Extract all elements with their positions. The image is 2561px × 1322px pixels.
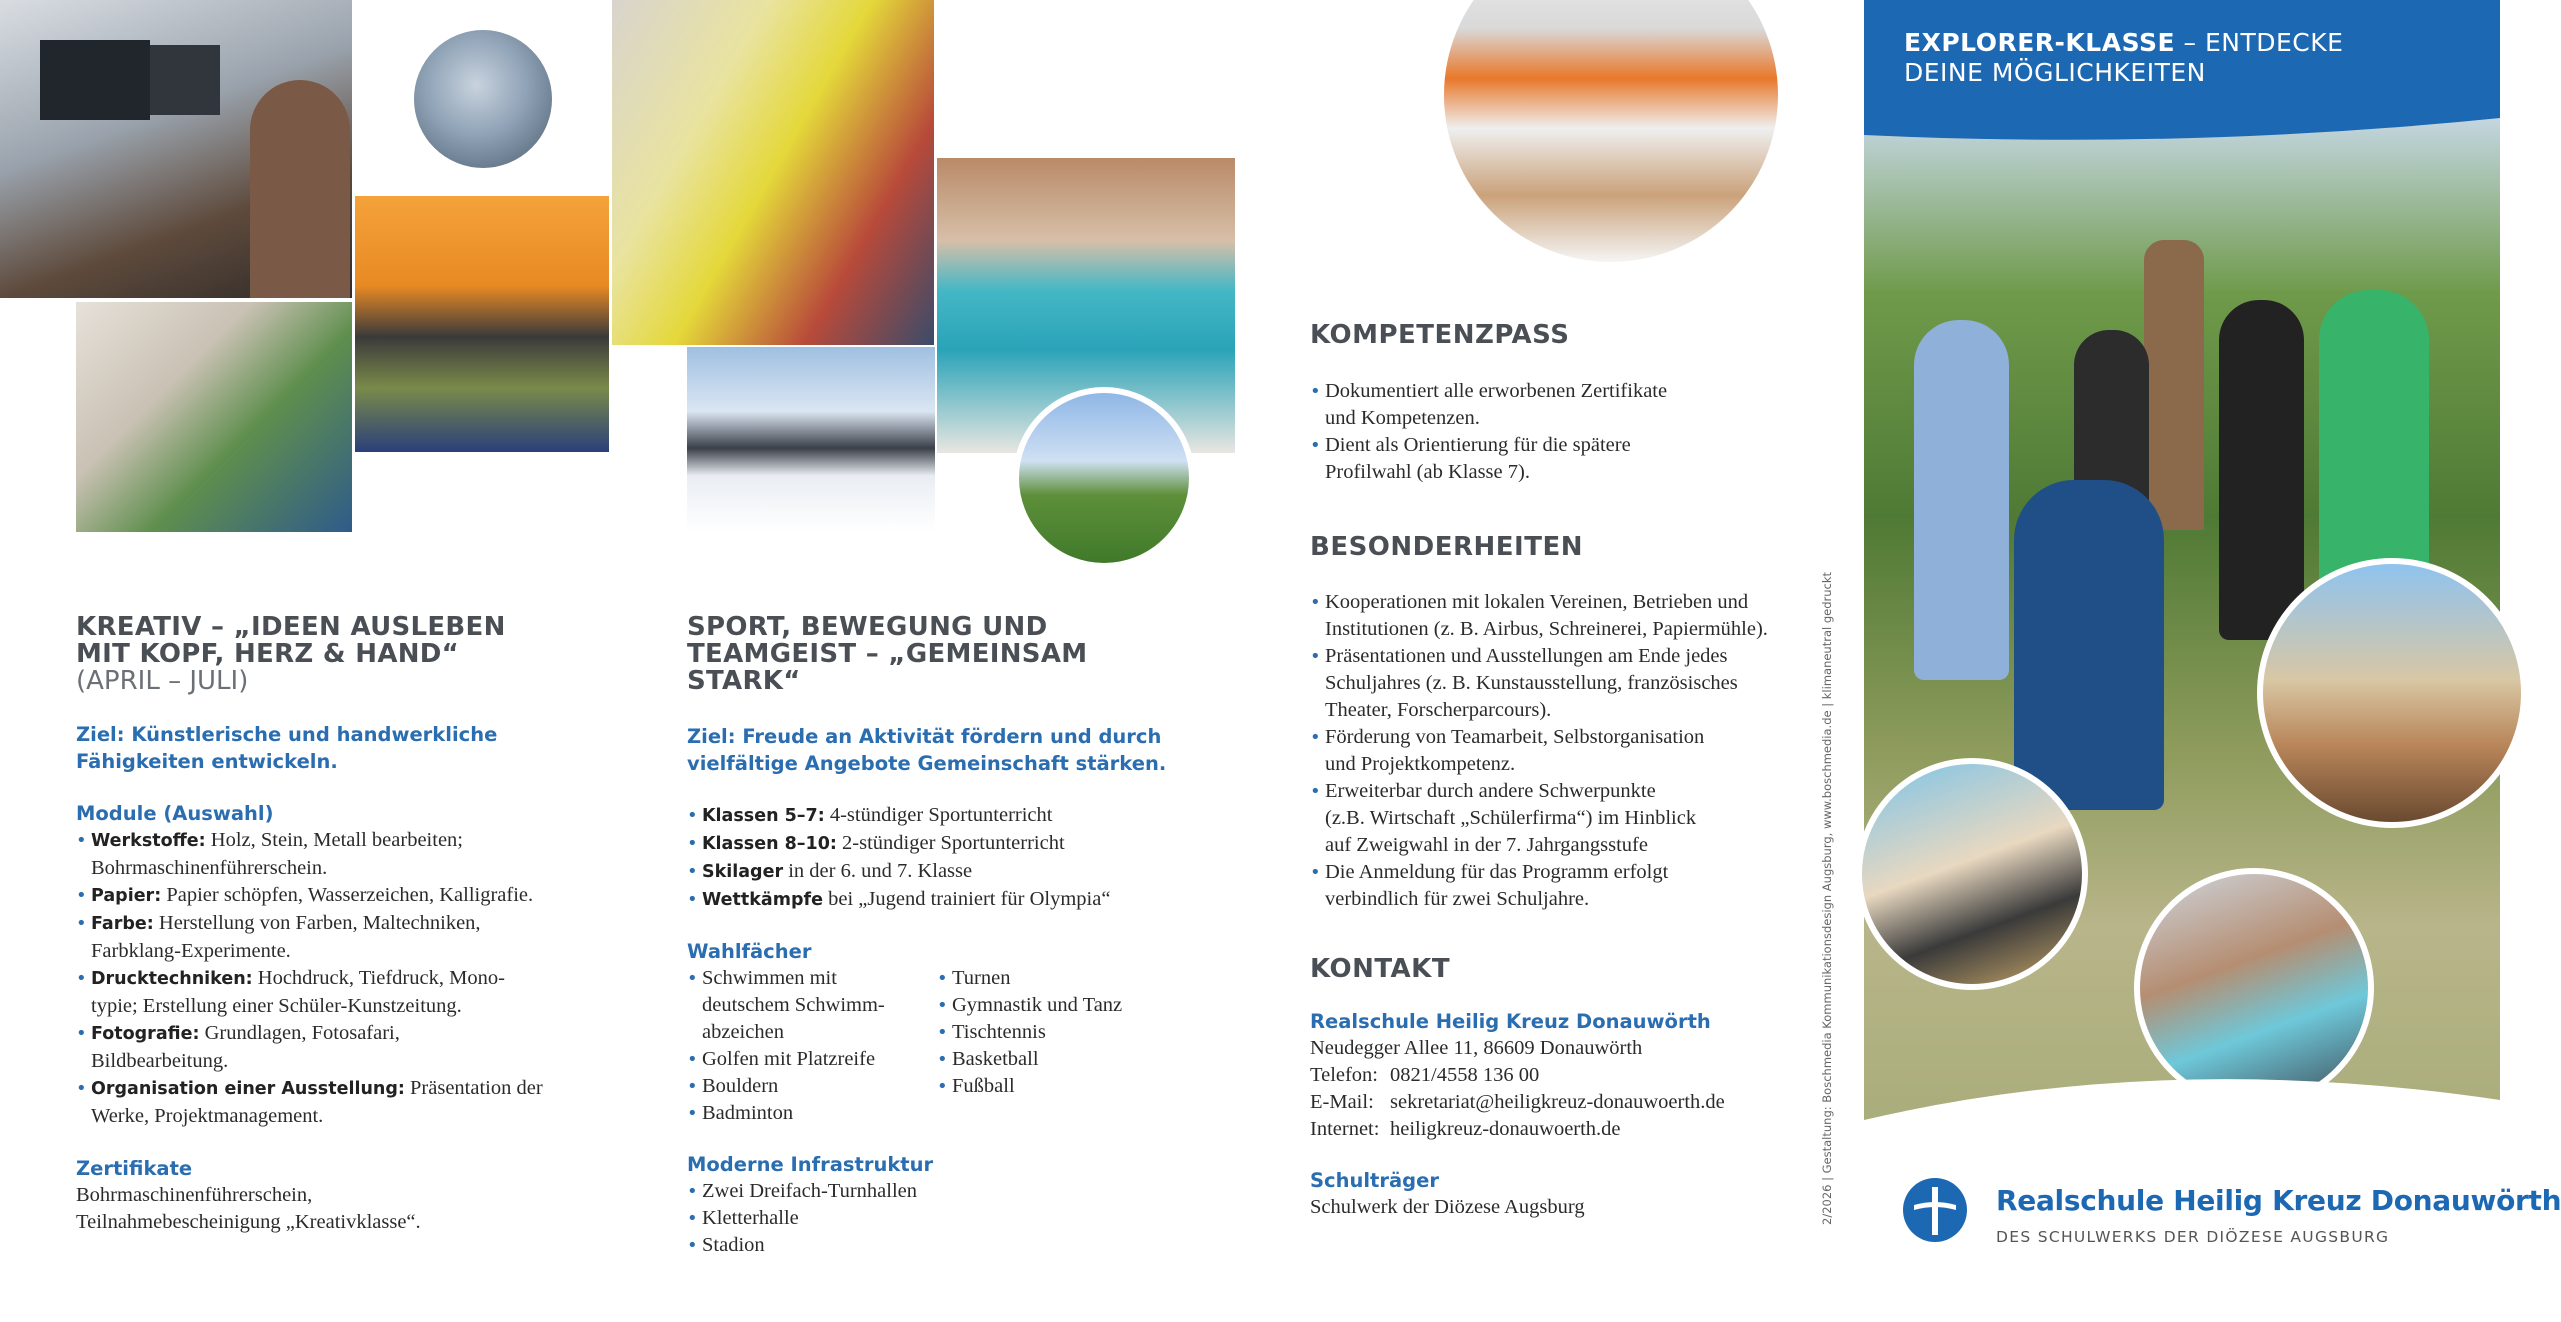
photo-school-interior-circle (1444, 0, 1778, 262)
kreativ-period: (APRIL – JULI) (76, 666, 249, 696)
logo-school-sub: DES SCHULWERKS DER DIÖZESE AUGSBURG (1996, 1228, 2390, 1246)
photo-ski-camp (687, 347, 935, 531)
sport-goal-line1: Ziel: Freude an Aktivität fördern und durch (687, 725, 1162, 748)
photo-classroom-circle (1856, 758, 2088, 990)
cover-title-rest: – ENTDECKE (2175, 28, 2344, 57)
imprint-text: 2/2026 | Gestaltung: Boschmedia Kommunikationsdesign Augsburg, www.boschmedia.de | klimaneutral gedruckt (1820, 571, 1834, 1225)
sport-title-line1: SPORT, BEWEGUNG UND (687, 612, 1048, 642)
list-item: • Gymnastik und Tanz (937, 992, 1122, 1019)
photo-woodwork (76, 302, 352, 532)
sport-electives-heading: Wahlfächer (687, 940, 812, 963)
school-address: Neudegger Allee 11, 86609 Donauwörth (1310, 1037, 1643, 1059)
kreativ-cert-line1: Bohrmaschinenführerschein, (76, 1184, 313, 1206)
list-item: • Förderung von Teamarbeit, Selbstorganisation und Projektkompetenz. (1310, 724, 1830, 778)
kreativ-modules-heading: Module (Auswahl) (76, 802, 274, 825)
kontakt-heading: KONTAKT (1310, 954, 1451, 984)
email-link[interactable]: sekretariat@heiligkreuz-donauwoerth.de (1390, 1091, 1725, 1113)
cover-title-line2: DEINE MÖGLICHKEITEN (1904, 58, 2206, 87)
list-item: • Bouldern (687, 1073, 937, 1100)
panel-sport (687, 614, 1207, 1259)
kreativ-modules-list (76, 827, 576, 1130)
panel-info (1310, 320, 1830, 1221)
internet-label: Internet: (1310, 1118, 1380, 1140)
list-item: • Dient als Orientierung für die spätere Profilwahl (ab Klasse 7). (1310, 432, 1830, 486)
list-item: • Dokumentiert alle erworbenen Zertifikate und Kompetenzen. (1310, 378, 1830, 432)
carrier-heading: Schulträger (1310, 1169, 1439, 1192)
list-item: • Tischtennis (937, 1019, 1122, 1046)
list-item: • Papier: Papier schöpfen, Wasserzeichen, Kalligrafie. (76, 882, 576, 910)
photo-student-drawing-circle (408, 24, 558, 174)
sport-infra-list (687, 1178, 1207, 1259)
list-item: • Kooperationen mit lokalen Vereinen, Betrieben und Institutionen (z. B. Airbus, Schreinerei, Papiermühle). (1310, 589, 1830, 643)
kreativ-goal-line1: Ziel: Künstlerische und handwerkliche (76, 723, 498, 746)
sport-electives-left (687, 965, 937, 1127)
list-item: • Präsentationen und Ausstellungen am Ende jedes Schuljahres (z. B. Kunstausstellung, französisches Theater, Forscherparcours). (1310, 643, 1830, 724)
list-item: • Klassen 5–7: 4-stündiger Sportunterricht (687, 802, 1207, 830)
list-item: • Die Anmeldung für das Programm erfolgt verbindlich für zwei Schuljahre. (1310, 859, 1830, 913)
list-item: • Kletterhalle (687, 1205, 1207, 1232)
photo-computer-class (0, 0, 352, 298)
website-link[interactable]: heiligkreuz-donauwoerth.de (1390, 1118, 1621, 1140)
kreativ-cert-line2: Teilnahmebescheinigung „Kreativklasse“. (76, 1211, 421, 1233)
cover-title-bold: EXPLORER-KLASSE (1904, 28, 2176, 57)
list-item: • Basketball (937, 1046, 1122, 1073)
logo-school-name: Realschule Heilig Kreuz Donauwörth (1996, 1184, 2561, 1217)
list-item: • Organisation einer Ausstellung: Präsentation der Werke, Projektmanagement. (76, 1075, 576, 1130)
besonderheiten-list (1310, 589, 1830, 913)
list-item: • Zwei Dreifach-Turnhallen (687, 1178, 1207, 1205)
phone-label: Telefon: (1310, 1064, 1379, 1086)
list-item: • Drucktechniken: Hochdruck, Tiefdruck, Mono- typie; Erstellung einer Schüler-Kunstzeitung. (76, 965, 576, 1020)
kreativ-title-line1: KREATIV – „IDEEN AUSLEBEN (76, 612, 506, 642)
list-item: • Turnen (937, 965, 1122, 992)
list-item: • Golfen mit Platzreife (687, 1046, 937, 1073)
photo-golf-circle (1013, 387, 1195, 569)
cover-title (1904, 28, 2343, 88)
sport-facts-list (687, 802, 1207, 914)
photo-france-trip-circle (2257, 558, 2527, 828)
list-item: • Farbe: Herstellung von Farben, Maltechniken, Farbklang-Experimente. (76, 910, 576, 965)
kreativ-goal-line2: Fähigkeiten entwickeln. (76, 750, 338, 773)
list-item: • Fußball (937, 1073, 1122, 1100)
list-item: • Schwimmen mit deutschem Schwimm- abzeichen (687, 965, 937, 1046)
panel-kreativ (76, 614, 576, 1236)
photo-climbing-wall (612, 0, 934, 345)
list-item: • Fotografie: Grundlagen, Fotosafari, Bildbearbeitung. (76, 1020, 576, 1075)
kreativ-cert-heading: Zertifikate (76, 1157, 193, 1180)
email-label: E-Mail: (1310, 1091, 1374, 1113)
list-item: • Erweiterbar durch andere Schwerpunkte (z.B. Wirtschaft „Schülerfirma“) im Hinblick auf Zweigwahl in der 7. Jahrgangsstufe (1310, 778, 1830, 859)
kompetenzpass-list (1310, 378, 1830, 486)
list-item: • Badminton (687, 1100, 937, 1127)
school-logo-cross-icon (1902, 1177, 1968, 1243)
school-phone-row (1310, 1062, 1830, 1089)
kreativ-title-line2: MIT KOPF, HERZ & HAND“ (76, 639, 460, 669)
sport-title-line2: TEAMGEIST – „GEMEINSAM STARK“ (687, 639, 1088, 696)
sport-goal-line2: vielfältige Angebote Gemeinschaft stärken. (687, 752, 1167, 775)
besonderheiten-heading: BESONDERHEITEN (1310, 532, 1583, 562)
sport-electives-right (937, 965, 1122, 1127)
school-email-row (1310, 1089, 1830, 1116)
cover-panel (1864, 0, 2561, 1322)
list-item: • Klassen 8–10: 2-stündiger Sportunterricht (687, 830, 1207, 858)
school-internet-row (1310, 1116, 1830, 1143)
phone-value[interactable]: 0821/4558 136 00 (1390, 1064, 1540, 1086)
kompetenzpass-heading: KOMPETENZPASS (1310, 320, 1570, 350)
list-item: • Wettkämpfe bei „Jugend trainiert für Olympia“ (687, 886, 1207, 914)
photo-art-room (355, 196, 609, 452)
sport-infra-heading: Moderne Infrastruktur (687, 1153, 934, 1176)
list-item: • Stadion (687, 1232, 1207, 1259)
list-item: • Werkstoffe: Holz, Stein, Metall bearbeiten; Bohrmaschinenführerschein. (76, 827, 576, 882)
school-name: Realschule Heilig Kreuz Donauwörth (1310, 1010, 1711, 1033)
list-item: • Skilager in der 6. und 7. Klasse (687, 858, 1207, 886)
carrier-name: Schulwerk der Diözese Augsburg (1310, 1196, 1585, 1218)
